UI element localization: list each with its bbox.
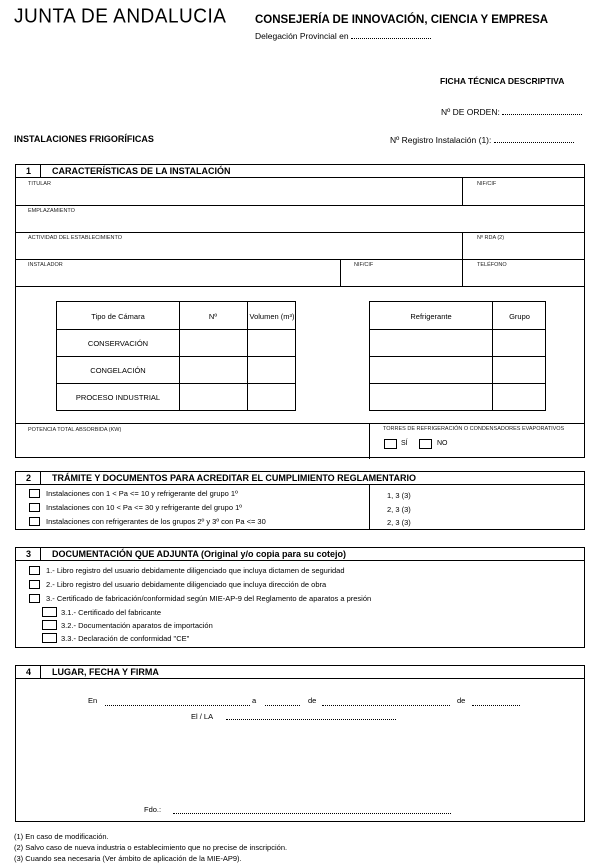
telefono-label: TELÉFONO [477,262,507,268]
section-4-number: 4 [26,667,32,677]
registro-label: Nº Registro Instalación (1): [390,135,492,145]
footnote-1: (1) En caso de modificación. [14,832,109,841]
section-3-number: 3 [26,549,32,559]
tramite-docs-1: 1, 3 (3) [387,491,411,500]
doc-checkbox-3[interactable] [29,594,40,603]
de-label-1: de [308,696,317,705]
de-label-2: de [457,696,466,705]
tramite-docs-2: 2, 3 (3) [387,505,411,514]
grupo-header: Grupo [509,312,530,321]
registro-field[interactable] [494,134,574,143]
nif-cif-label: NIF/CIF [477,181,497,187]
tramite-label-1: Instalaciones con 1 < Pa <= 10 y refrigerante del grupo 1º [46,489,238,498]
torres-no-label: NO [437,440,448,447]
el-la-field[interactable] [226,711,396,720]
lugar-field[interactable] [105,697,250,706]
instalador-label: INSTALADOR [28,262,63,268]
orden-label: Nº DE ORDEN: [441,107,500,117]
section-3 [15,547,585,648]
camara-header-tipo: Tipo de Cámara [91,312,145,321]
camara-row-conservacion: CONSERVACIÓN [87,339,149,348]
torres-si-checkbox[interactable] [384,439,397,449]
section-4 [15,665,585,822]
doc-sublabel-3: 3.3.- Declaración de conformidad "CE" [61,634,190,643]
tramite-docs-3: 2, 3 (3) [387,518,411,527]
section-4-header [16,666,584,679]
refrigerante-table [369,301,546,411]
section-2-number: 2 [26,473,32,483]
orden-field[interactable] [502,106,582,115]
doc-label-2: 2.- Libro registro del usuario debidamente diligenciado que incluya dirección de obra [46,580,327,589]
doc-subcheckbox-1[interactable] [42,607,57,617]
section-1-header [16,165,584,178]
doc-checkbox-2[interactable] [29,580,40,589]
fdo-label: Fdo.: [144,805,162,814]
section-3-header [16,548,584,561]
tramite-checkbox-3[interactable] [29,517,40,526]
camara-row-proceso: PROCESO INDUSTRIAL [75,393,161,402]
tramite-checkbox-1[interactable] [29,489,40,498]
delegacion-field[interactable] [351,30,431,39]
section-2-title: TRÁMITE Y DOCUMENTOS PARA ACREDITAR EL CUMPLIMIENTO REGLAMENTARIO [52,473,417,483]
doc-subcheckbox-3[interactable] [42,633,57,643]
torres-label: TORRES DE REFRIGERACIÓN O CONDENSADORES EVAPORATIVOS [383,426,565,432]
section-1 [15,164,585,458]
potencia-label: POTENCIA TOTAL ABSORBIDA (KW) [28,427,122,433]
en-label: En [88,696,98,705]
tramite-checkbox-2[interactable] [29,503,40,512]
consejeria-title: CONSEJERÍA DE INNOVACIÓN, CIENCIA Y EMPRESA [255,14,549,26]
titular-label: TITULAR [28,181,51,187]
mes-field[interactable] [322,697,450,706]
rda-label: Nº RDA (2) [477,235,505,241]
footnote-2: (2) Salvo caso de nueva industria o establecimiento que no precise de inscripción. [14,843,288,852]
actividad-label: ACTIVIDAD DEL ESTABLECIMIENTO [28,235,123,241]
orden-line [441,106,582,117]
a-label: a [252,696,257,705]
delegacion-line [255,30,431,41]
doc-sublabel-2: 3.2.- Documentación aparatos de importación [61,621,213,630]
tramite-label-3: Instalaciones con refrigerantes de los grupos 2º y 3º con Pa <= 30 [46,517,266,526]
camara-row-congelacion: CONGELACIÓN [90,366,146,375]
form-title: INSTALACIONES FRIGORÍFICAS [14,134,154,144]
doc-label-1: 1.- Libro registro del usuario debidamente diligenciado que incluya dictamen de seguridad [46,566,345,575]
delegacion-label: Delegación Provincial en [255,31,349,41]
el-la-label: El / LA [191,712,214,721]
doc-checkbox-1[interactable] [29,566,40,575]
torres-si-label: SÍ [401,440,408,447]
camara-table [56,301,296,411]
dia-field[interactable] [265,697,300,706]
logo-junta-andalucia: JUNTA DE ANDALUCIA [14,5,227,28]
firma-field[interactable] [173,805,451,814]
instalador-nif-label: NIF/CIF [354,262,374,268]
ficha-title: FICHA TÉCNICA DESCRIPTIVA [440,76,565,86]
section-2 [15,471,585,530]
camara-header-volumen: Volumen (m³) [249,312,295,321]
section-4-title: LUGAR, FECHA Y FIRMA [52,667,159,677]
registro-line [390,134,574,145]
emplazamiento-label: EMPLAZAMIENTO [28,208,75,214]
doc-label-3: 3.- Certificado de fabricación/conformidad según MIE-AP-9 del Reglamento de aparatos a presión [46,594,372,603]
doc-sublabel-1: 3.1.- Certificado del fabricante [61,608,162,617]
footnote-3: (3) Cuando sea necesaria (Ver ámbito de aplicación de la MIE-AP9). [14,854,242,863]
doc-subcheckbox-2[interactable] [42,620,57,630]
tramite-label-2: Instalaciones con 10 < Pa <= 30 y refrigerante del grupo 1º [46,503,242,512]
anio-field[interactable] [472,697,520,706]
torres-no-checkbox[interactable] [419,439,432,449]
camara-header-num: Nº [208,312,218,321]
section-1-title: CARACTERÍSTICAS DE LA INSTALACIÓN [52,166,231,176]
section-2-header [16,472,584,485]
refrigerante-header: Refrigerante [410,312,452,321]
section-3-title: DOCUMENTACIÓN QUE ADJUNTA (Original y/o copia para su cotejo) [52,549,347,559]
section-1-number: 1 [26,166,32,176]
